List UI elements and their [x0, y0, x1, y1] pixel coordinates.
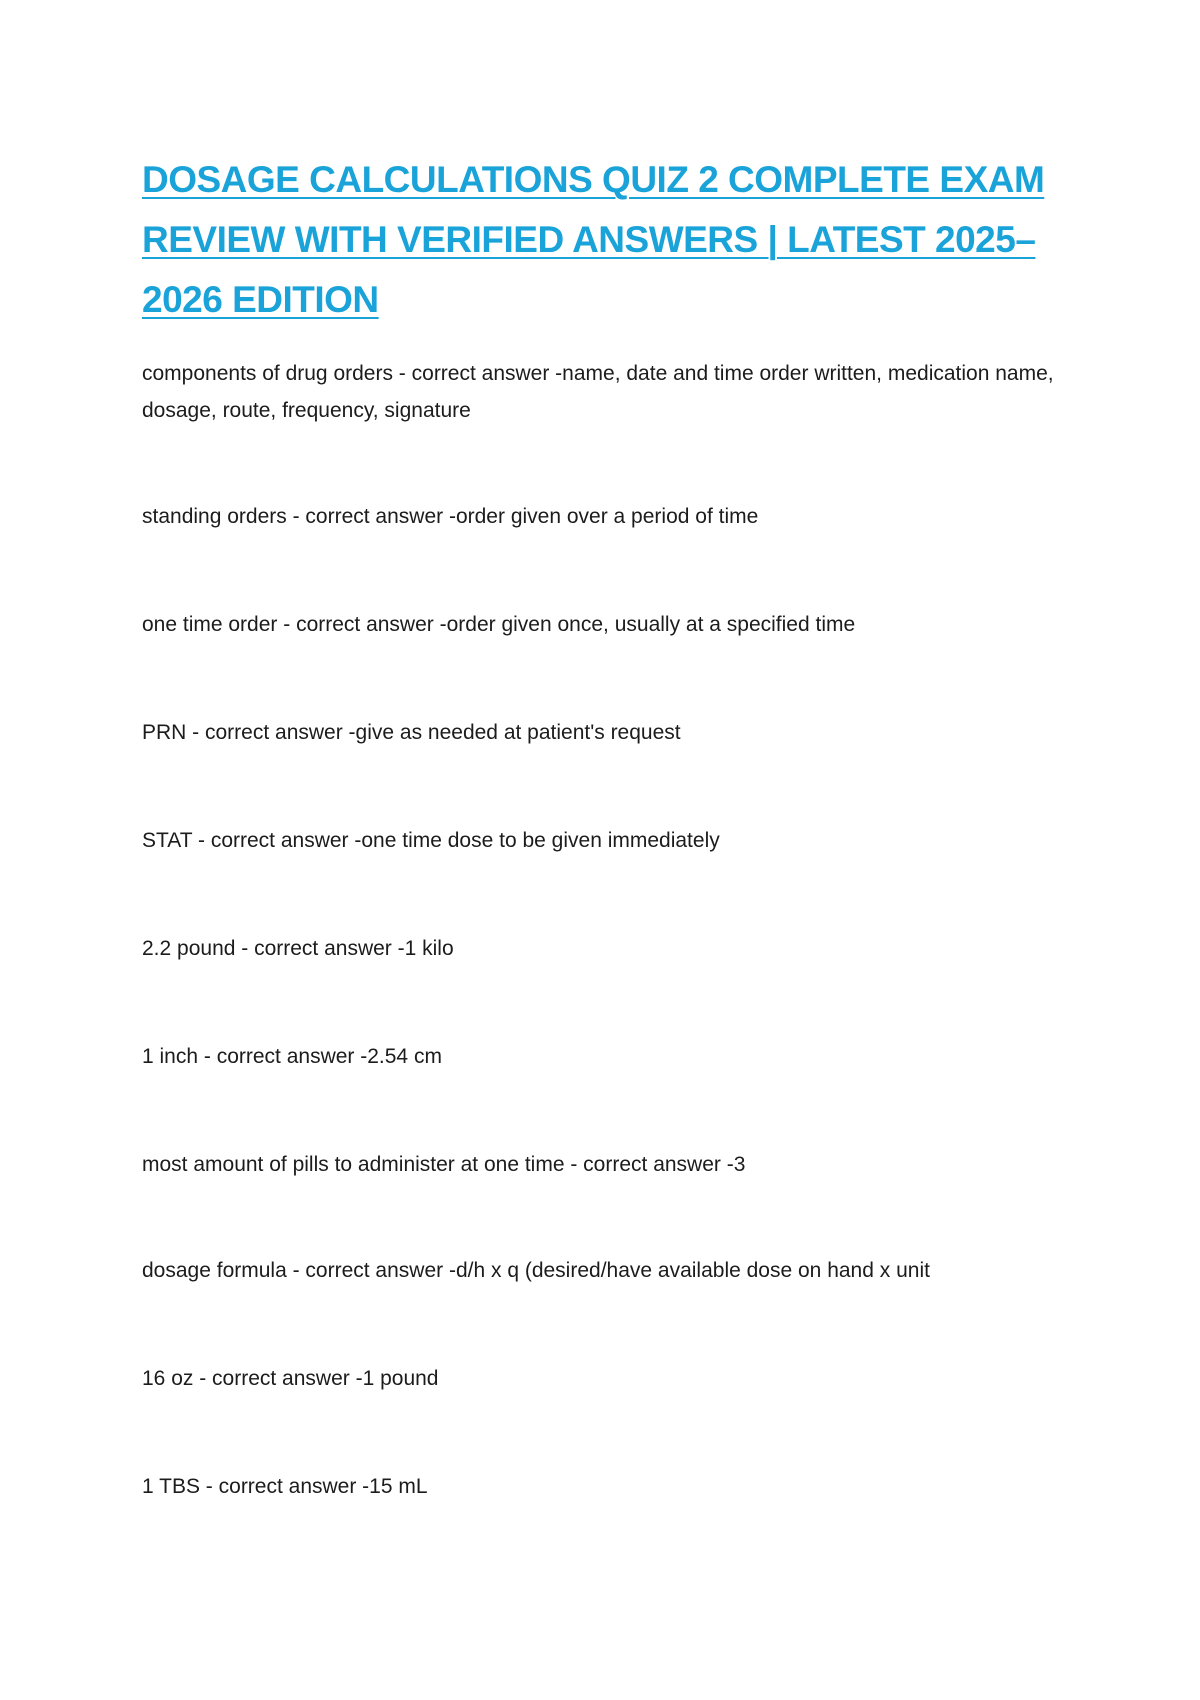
qa-item-stat: STAT - correct answer -one time dose to be given immediately — [142, 829, 720, 852]
qa-item-oz-to-pound: 16 oz - correct answer -1 pound — [142, 1367, 439, 1390]
qa-item-dosage-formula: dosage formula - correct answer -d/h x q (desired/have available dose on hand x unit — [142, 1259, 930, 1282]
document-title: DOSAGE CALCULATIONS QUIZ 2 COMPLETE EXAM REVIEW WITH VERIFIED ANSWERS | LATEST 2025–2026 EDITION — [142, 159, 1045, 320]
qa-item-prn: PRN - correct answer -give as needed at patient's request — [142, 721, 681, 744]
qa-item-max-pills: most amount of pills to administer at one time - correct answer -3 — [142, 1153, 746, 1176]
qa-item-inch-to-cm: 1 inch - correct answer -2.54 cm — [142, 1045, 442, 1068]
qa-item-components-of-drug-orders: components of drug orders - correct answer -name, date and time order written, medication name, dosage, route, frequency, signature — [142, 362, 1054, 422]
qa-item-one-time-order: one time order - correct answer -order given once, usually at a specified time — [142, 613, 856, 636]
qa-item-tbs-to-ml: 1 TBS - correct answer -15 mL — [142, 1475, 428, 1498]
qa-item-pound-to-kilo: 2.2 pound - correct answer -1 kilo — [142, 937, 454, 960]
qa-item-standing-orders: standing orders - correct answer -order given over a period of time — [142, 505, 759, 528]
